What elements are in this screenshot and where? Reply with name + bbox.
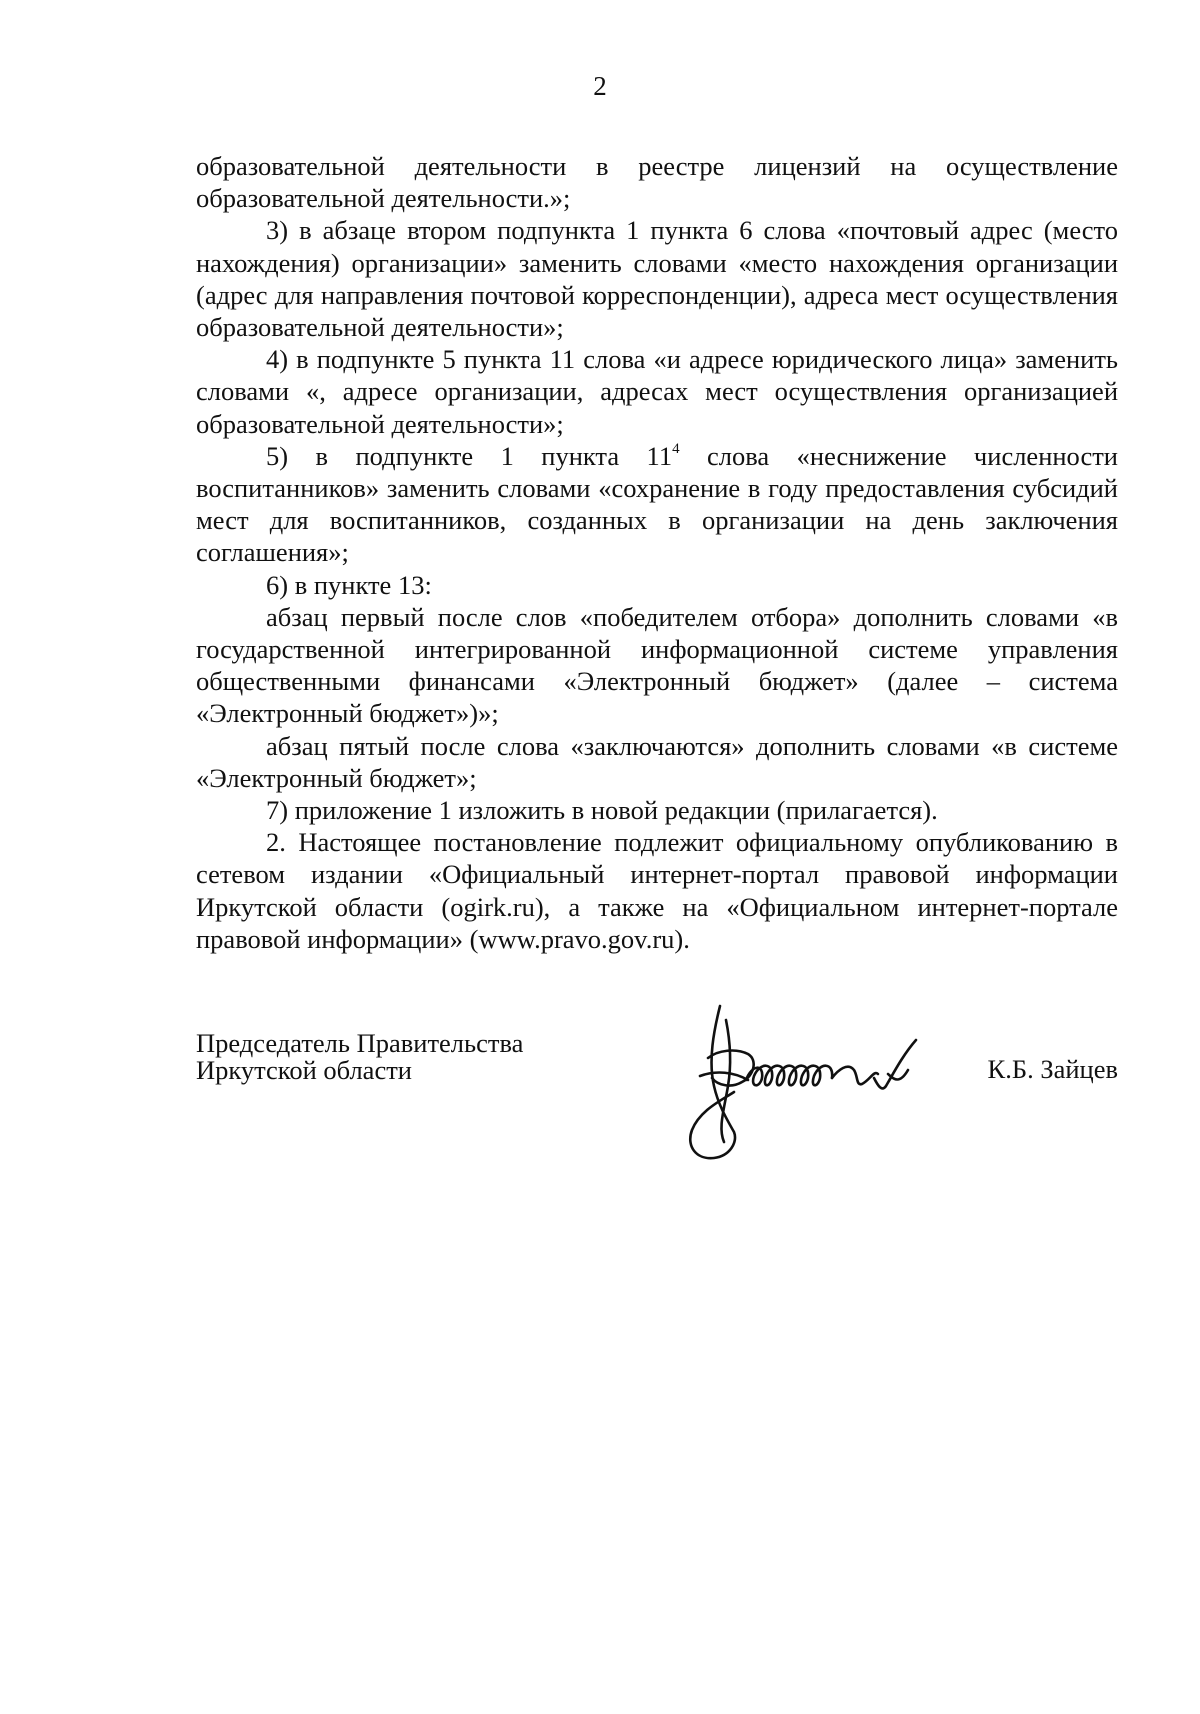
paragraph-publication: 2. Настоящее постановление подлежит официальному опубликованию в сетевом издании «Официальный интернет-портал правовой информации Иркутской области (ogirk.ru), а также на «Официальном интернет-портале правовой информации» (www.pravo.gov.ru). (196, 827, 1118, 954)
paragraph-item-6-fifth-abzac: абзац пятый после слова «заключаются» дополнить словами «в системе «Электронный бюджет»; (196, 730, 1118, 793)
page-number: 2 (593, 71, 607, 101)
paragraph-item-6: 6) в пункте 13: (266, 569, 432, 600)
paragraph-item-5 (196, 440, 1118, 569)
handwritten-signature-icon (678, 1000, 938, 1175)
signatory-name: К.Б. Зайцев (987, 1054, 1118, 1084)
signatory-position-line-2: Иркутской области (196, 1055, 412, 1085)
signature-block (196, 1030, 1118, 1170)
paragraph-item-5-start: 5) в подпункте 1 пункта 11 (266, 440, 673, 471)
paragraph-item-7: 7) приложение 1 изложить в новой редакции (прилагается). (266, 795, 938, 826)
paragraph-item-4: 4) в подпункте 5 пункта 11 слова «и адресе юридического лица» заменить словами «, адресе организации, адресах мест осуществления организацией образовательной деятельности»; (196, 344, 1118, 439)
paragraph-continuation: образовательной деятельности в реестре лицензий на осуществление образовательной деятельности.»; (196, 151, 1118, 214)
paragraph-item-5-end: слова «неснижение численности воспитанников» заменить словами «сохранение в году предоставления субсидий мест для воспитанников, созданных в организации на день заключения соглашения»; (196, 440, 1118, 568)
document-body (196, 150, 1118, 955)
signatory-position-line-1: Председатель Правительства (196, 1028, 524, 1058)
signatory-position (196, 1030, 523, 1084)
paragraph-item-6-first-abzac: абзац первый после слов «победителем отбора» дополнить словами «в государственной интегрированной информационной системе управления общественными финансами «Электронный бюджет» (далее – система «Электронный бюджет»)»; (196, 601, 1118, 729)
paragraph-item-3: 3) в абзаце втором подпункта 1 пункта 6 слова «почтовый адрес (место нахождения) организации» заменить словами «место нахождения организации (адрес для направления почтовой корреспонденции), адреса мест осуществления образовательной деятельности»; (196, 215, 1118, 343)
superscript-index: 4 (672, 440, 680, 457)
